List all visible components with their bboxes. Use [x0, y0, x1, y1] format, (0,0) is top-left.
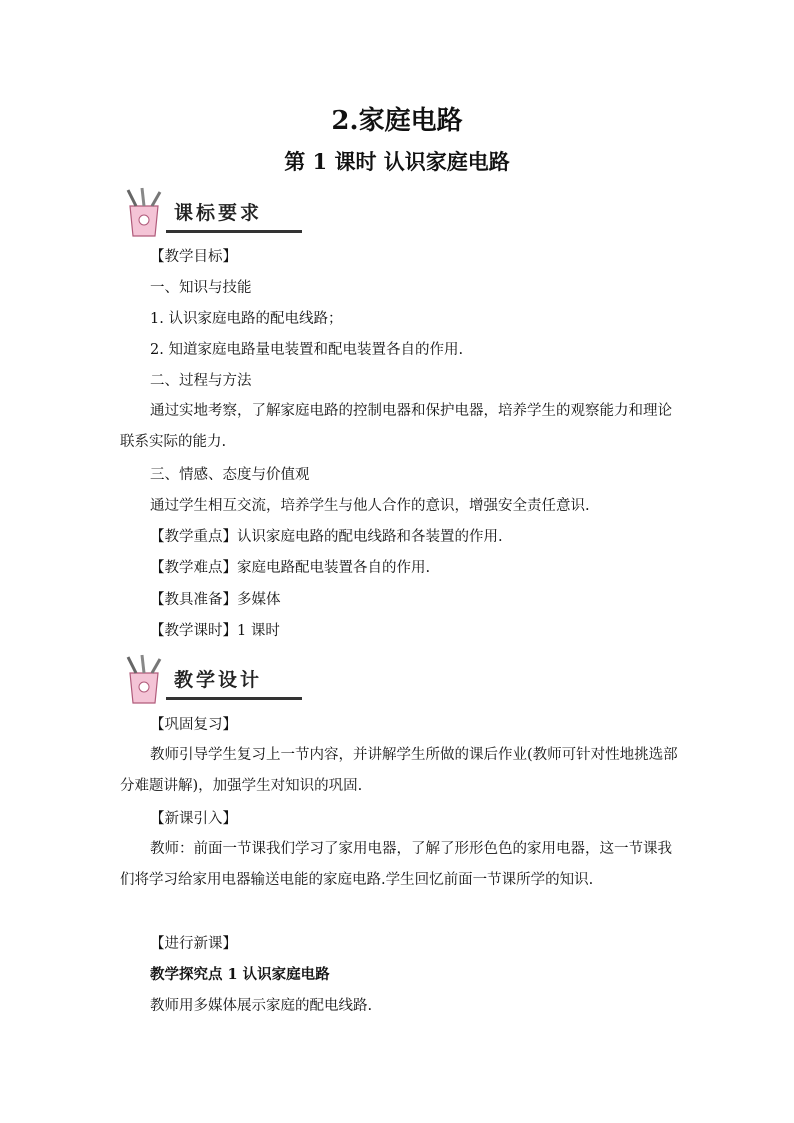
inquiry-paragraph: 教师用多媒体展示家庭的配电线路. [150, 998, 373, 1014]
goal-item-1: 1. 认识家庭电路的配电线路； [150, 311, 343, 327]
banner-underline [166, 697, 302, 700]
intro-paragraph: 教师：前面一节课我们学习了家用电器，了解了形形色色的家用电器，这一节课我们将学习给家用电器输送电能的家庭电路.学生回忆前面一节课所学的知识. [120, 841, 672, 888]
review-paragraph: 教师引导学生复习上一节内容，并讲解学生所做的课后作业(教师可针对性地挑选部分难题讲解)，加强学生对知识的巩固. [120, 747, 678, 794]
section-knowledge: 一、知识与技能 [150, 280, 252, 296]
difficult-point: 【教学难点】家庭电路配电装置各自的作用. [150, 560, 431, 576]
teaching-goals-heading: 【教学目标】 [150, 249, 237, 265]
design-banner-label: 教学设计 [174, 669, 263, 691]
new-lesson-heading: 【进行新课】 [150, 936, 237, 952]
class-hours: 【教学课时】1 课时 [150, 623, 280, 639]
process-paragraph: 通过实地考察，了解家庭电路的控制电器和保护电器，培养学生的观察能力和理论联系实际的能力. [120, 403, 672, 450]
goal-item-2: 2. 知道家庭电路量电装置和配电装置各自的作用. [150, 342, 464, 358]
intro-heading: 【新课引入】 [150, 811, 237, 827]
pencil-cup-icon [122, 653, 168, 705]
requirements-banner-label: 课标要求 [174, 202, 263, 224]
pencil-cup-icon [122, 186, 168, 238]
requirements-banner [122, 186, 302, 238]
banner-underline [166, 230, 302, 233]
section-attitude: 三、情感、态度与价值观 [150, 467, 310, 483]
section-process: 二、过程与方法 [150, 373, 252, 389]
attitude-paragraph: 通过学生相互交流，培养学生与他人合作的意识，增强安全责任意识. [150, 498, 590, 514]
key-point: 【教学重点】认识家庭电路的配电线路和各装置的作用. [150, 529, 503, 545]
lesson-title: 2.家庭电路 [331, 106, 463, 136]
design-banner [122, 653, 302, 705]
lesson-subtitle: 第 1 课时 认识家庭电路 [284, 149, 510, 174]
inquiry-point-1: 教学探究点 1 认识家庭电路 [150, 966, 330, 983]
teaching-aids: 【教具准备】多媒体 [150, 592, 281, 608]
review-heading: 【巩固复习】 [150, 717, 237, 733]
